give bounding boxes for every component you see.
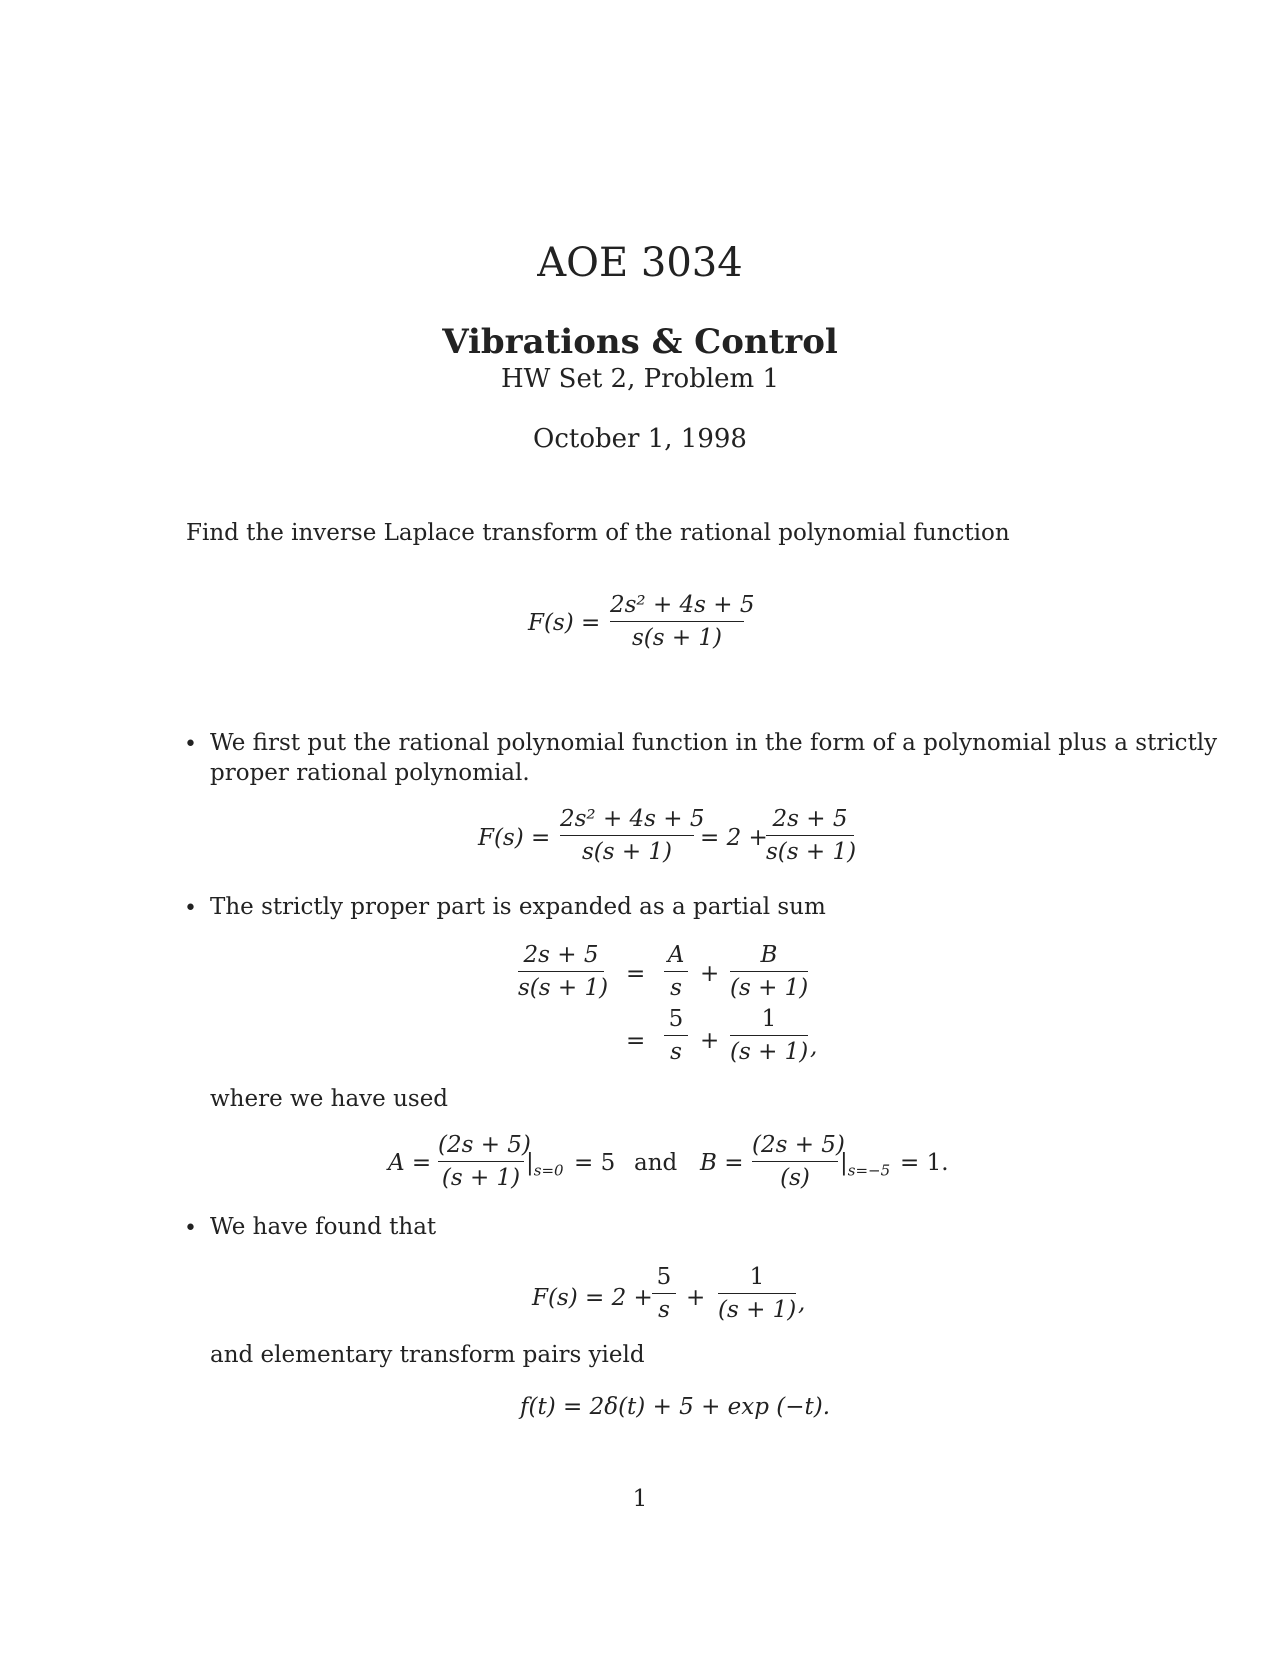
subject-title: Vibrations & Control	[442, 322, 838, 362]
eq4-a-sub: s=0	[533, 1161, 564, 1180]
eq4-a-bar: |	[526, 1150, 534, 1176]
eq3-row2-a-den: s	[670, 1039, 682, 1065]
eq3-row1-b-den: (s + 1)	[730, 975, 809, 1001]
eq2-fraction-1	[560, 806, 705, 865]
eq1-fraction	[610, 592, 755, 651]
eq4-b-sub: s=−5	[847, 1161, 891, 1180]
eq3-row1-frac-a	[664, 942, 688, 1001]
eq3-row2-b-num: 1	[761, 1006, 777, 1032]
eq2-numerator-1: 2s² + 4s + 5	[560, 806, 705, 832]
eq3-equals-2: =	[626, 1028, 646, 1054]
eq3-row2-frac-a	[664, 1006, 688, 1065]
eq6-result: f(t) = 2δ(t) + 5 + exp (−t).	[520, 1394, 831, 1420]
eq2-mid: = 2 +	[700, 825, 768, 851]
eq4-b-lhs: B =	[700, 1150, 744, 1176]
eq5-lhs: F(s) = 2 +	[532, 1285, 653, 1311]
eq5-plus: +	[686, 1285, 706, 1311]
bullet-3-text: We have found that	[210, 1214, 437, 1240]
bullet-1-line2: proper rational polynomial.	[210, 760, 530, 786]
eq1-lhs: F(s) =	[528, 610, 601, 636]
eq3-lhs-denominator: s(s + 1)	[518, 975, 609, 1001]
eq2-numerator-2: 2s + 5	[772, 806, 848, 832]
bullet-1-line1: We first put the rational polynomial function in the form of a polynomial plus a strictly	[210, 730, 1218, 756]
date-line: October 1, 1998	[533, 424, 747, 454]
eq3-lhs-fraction	[518, 942, 609, 1001]
eq5-a-num: 5	[656, 1264, 672, 1290]
eq5-comma: ,	[798, 1290, 806, 1316]
eq2-denominator-1: s(s + 1)	[581, 839, 673, 865]
eq3-plus-1: +	[700, 961, 720, 987]
eq2-lhs: F(s) =	[478, 825, 551, 851]
eq3-row1-a-num: A	[667, 942, 685, 968]
eq4-b-result: = 1.	[900, 1150, 949, 1176]
eq4-a-lhs: A =	[388, 1150, 432, 1176]
eq4-a-eval	[526, 1150, 564, 1180]
eq4-a-fraction	[438, 1132, 531, 1191]
eq3-row1-b-num: B	[760, 942, 778, 968]
eq4-b-fraction	[752, 1132, 845, 1191]
eq5-a-den: s	[658, 1297, 670, 1323]
eq4-b-bar: |	[840, 1150, 848, 1176]
assignment-line: HW Set 2, Problem 1	[500, 364, 780, 394]
eq3-comma: ,	[810, 1034, 818, 1060]
pairs-text: and elementary transform pairs yield	[210, 1342, 645, 1368]
eq4-a-num: (2s + 5)	[438, 1132, 531, 1158]
eq5-b-den: (s + 1)	[718, 1297, 797, 1323]
eq4-and: and	[634, 1150, 678, 1176]
bullet-2-symbol: •	[184, 896, 197, 921]
page-number: 1	[632, 1486, 648, 1512]
intro-text: Find the inverse Laplace transform of the rational polynomial function	[186, 520, 1010, 546]
eq3-row1-frac-b	[730, 942, 808, 1001]
eq3-plus-2: +	[700, 1028, 720, 1054]
eq3-lhs-numerator: 2s + 5	[523, 942, 599, 968]
bullet-3-symbol: •	[184, 1216, 197, 1241]
bullet-1-symbol: •	[184, 732, 197, 757]
eq4-b-eval	[840, 1150, 891, 1180]
eq3-equals-1: =	[626, 961, 646, 987]
bullet-2-text: The strictly proper part is expanded as a partial sum	[210, 894, 826, 920]
eq5-b-num: 1	[749, 1264, 765, 1290]
eq3-row2-a-num: 5	[668, 1006, 684, 1032]
eq3-row1-a-den: s	[670, 975, 682, 1001]
eq5-frac-b	[718, 1264, 796, 1323]
eq4-a-den: (s + 1)	[441, 1165, 521, 1191]
where-used-text: where we have used	[210, 1086, 449, 1112]
eq1-numerator: 2s² + 4s + 5	[610, 592, 755, 618]
eq4-a-result: = 5	[574, 1150, 616, 1176]
eq1-denominator: s(s + 1)	[631, 625, 723, 651]
eq3-row2-frac-b	[730, 1006, 808, 1065]
eq4-b-num: (2s + 5)	[752, 1132, 845, 1158]
course-title: AOE 3034	[537, 240, 743, 286]
eq3-row2-b-den: (s + 1)	[730, 1039, 809, 1065]
eq5-frac-a	[652, 1264, 676, 1323]
eq4-b-den: (s)	[780, 1165, 810, 1191]
eq2-fraction-2	[766, 806, 857, 865]
eq2-denominator-2: s(s + 1)	[766, 839, 857, 865]
